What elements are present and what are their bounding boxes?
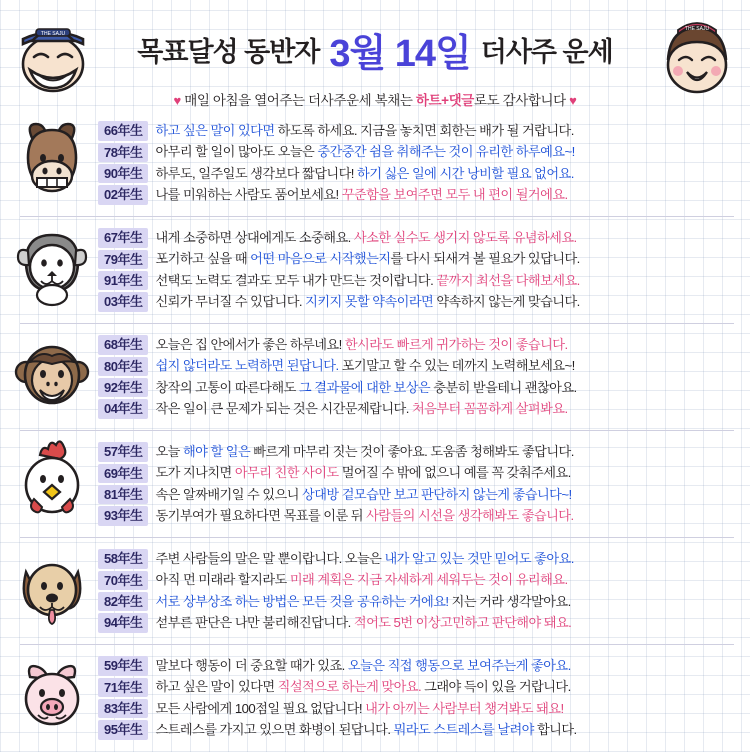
pig-avatar — [6, 653, 98, 743]
fortune-text: 오늘 해야 할 일은 빠르게 마무리 짓는 것이 좋아요. 도움좀 청해봐도 좋답니다. — [155, 444, 574, 460]
grandmother-mascot — [654, 8, 740, 100]
row-divider — [20, 323, 734, 324]
subtitle-highlight: 하트+댓글 — [415, 93, 474, 108]
zodiac-rows — [0, 112, 750, 752]
fortune-text: 속은 알짜배기일 수 있으니 상대방 겉모습만 보고 판단하지 않는게 좋습니다~! — [155, 486, 572, 502]
birth-year-badge: 67年生 — [98, 228, 148, 247]
birth-year-badge: 93年生 — [98, 506, 148, 525]
fortune-line — [98, 720, 738, 739]
birth-year-badge: 90年生 — [98, 164, 148, 183]
title-row — [96, 22, 654, 77]
fortune-text: 도가 지나치면 아무리 친한 사이도 멀어질 수 밖에 없으니 예를 꼭 갖춰주세요. — [155, 465, 571, 481]
horse-avatar — [6, 118, 98, 208]
fortune-line — [98, 121, 738, 140]
birth-year-badge: 79年生 — [98, 250, 148, 269]
zodiac-row-monkey — [6, 326, 744, 428]
zodiac-row-dog — [6, 540, 744, 642]
birth-year-badge: 66年生 — [98, 121, 148, 140]
monkey-lines — [98, 335, 744, 419]
fortune-line — [98, 378, 738, 397]
page-title-date: 3월 14일 — [329, 33, 471, 75]
zodiac-row-pig — [6, 647, 744, 749]
birth-year-badge: 78年生 — [98, 143, 148, 162]
subtitle-pre: 매일 아침을 열어주는 더사주운세 복채는 — [184, 93, 416, 108]
birth-year-badge: 57年生 — [98, 442, 148, 461]
fortune-text: 하고 싶은 말이 있다면 하도록 하세요. 지금을 놓치면 회한는 배가 될 거랍니다. — [155, 123, 574, 139]
dog-avatar — [6, 546, 98, 636]
rooster-avatar — [6, 439, 98, 529]
fortune-line — [98, 250, 738, 269]
fortune-text: 내게 소중하면 상대에게도 소중해요. 사소한 실수도 생기지 않도록 유념하세요. — [155, 230, 577, 246]
fortune-line — [98, 271, 738, 290]
fortune-line — [98, 228, 738, 247]
header-text-block — [96, 8, 654, 109]
page-title-tail: 더사주 운세 — [480, 37, 613, 67]
fortune-text: 스트레스를 가지고 있으면 화병이 된답니다. 뭐라도 스트레스를 날려야 합니다. — [155, 722, 577, 738]
fortune-text: 하고 싶은 말이 있다면 직설적으로 하는게 맞아요. 그래야 득이 있을 거랍니다. — [155, 679, 571, 695]
sheep-avatar — [6, 225, 98, 315]
fortune-line — [98, 678, 738, 697]
fortune-text: 아무리 할 일이 많아도 오늘은 중간중간 쉼을 취해주는 것이 유리한 하루예요~! — [155, 144, 575, 160]
fortune-text: 주변 사람들의 말은 말 뿐이랍니다. 오늘은 내가 알고 있는 것만 믿어도 좋아요. — [155, 551, 574, 567]
sheep-lines — [98, 228, 744, 312]
birth-year-badge: 58年生 — [98, 549, 148, 568]
fortune-line — [98, 464, 738, 483]
birth-year-badge: 59年生 — [98, 656, 148, 675]
fortune-line — [98, 656, 738, 675]
fortune-line — [98, 335, 738, 354]
fortune-text: 포기하고 싶을 때 어떤 마음으로 시작했는지를 다시 되새겨 볼 필요가 있답니다. — [155, 251, 580, 267]
fortune-line — [98, 357, 738, 376]
birth-year-badge: 70年生 — [98, 571, 148, 590]
svg-text:THE SAJU: THE SAJU — [40, 31, 66, 37]
fortune-text: 창작의 고통이 따른다해도 그 결과물에 대한 보상은 충분히 받을테니 괜찮아요. — [155, 379, 577, 395]
birth-year-badge: 69年生 — [98, 464, 148, 483]
fortune-text: 모든 사람에게 100점일 필요 없답니다! 내가 아끼는 사람부터 챙겨봐도 돼요! — [155, 700, 564, 716]
fortune-text: 오늘은 집 안에서가 좋은 하루네요! 한시라도 빠르게 귀가하는 것이 좋습니다. — [155, 337, 568, 353]
fortune-line — [98, 399, 738, 418]
birth-year-badge: 82年生 — [98, 592, 148, 611]
svg-text:THE SAJU: THE SAJU — [684, 26, 710, 32]
fortune-text: 서로 상부상조 하는 방법은 모든 것을 공유하는 거에요! 지는 거라 생각말아요. — [155, 593, 571, 609]
fortune-text: 쉽지 않더라도 노력하면 된답니다. 포기말고 할 수 있는 데까지 노력해보세요~! — [155, 358, 575, 374]
fortune-line — [98, 699, 738, 718]
fortune-text: 신뢰가 무너질 수 있답니다. 지키지 못할 약속이라면 약속하지 않는게 맞습니다. — [155, 294, 580, 310]
rooster-lines — [98, 442, 744, 526]
fortune-text: 말보다 행동이 더 중요할 때가 있죠. 오늘은 직접 행동으로 보여주는게 좋아요. — [155, 658, 571, 674]
heart-right-icon: ♥ — [569, 93, 577, 108]
fortune-line — [98, 613, 738, 632]
fortune-text: 나를 미워하는 사람도 품어보세요! 꾸준함을 보여주면 모두 내 편이 될거에요. — [155, 187, 568, 203]
zodiac-row-horse — [6, 112, 744, 214]
birth-year-badge: 04年生 — [98, 399, 148, 418]
grandfather-mascot — [10, 8, 96, 100]
subtitle-post: 로도 감사합니다 — [473, 93, 566, 108]
fortune-text: 아직 먼 미래라 할지라도 미래 계획은 지금 자세하게 세워두는 것이 유리해요. — [155, 572, 568, 588]
birth-year-badge: 68年生 — [98, 335, 148, 354]
fortune-line — [98, 549, 738, 568]
birth-year-badge: 81年生 — [98, 485, 148, 504]
birth-year-badge: 91年生 — [98, 271, 148, 290]
horse-lines — [98, 121, 744, 205]
fortune-text: 선택도 노력도 결과도 모두 내가 만드는 것이랍니다. 끝까지 최선을 다해보세요. — [155, 272, 580, 288]
fortune-text: 동기부여가 필요하다면 목표를 이룬 뒤 사람들의 시선을 생각해봐도 좋습니다. — [155, 508, 574, 524]
birth-year-badge: 80年生 — [98, 357, 148, 376]
heart-left-icon: ♥ — [173, 93, 181, 108]
fortune-line — [98, 506, 738, 525]
page-title-main: 목표달성 동반자 — [137, 37, 320, 67]
fortune-text: 하루도, 일주일도 생각보다 짧답니다! 하기 싫은 일에 시간 낭비할 필요 없어요. — [155, 165, 574, 181]
subtitle — [96, 89, 654, 109]
row-divider — [20, 216, 734, 217]
birth-year-badge: 02年生 — [98, 185, 148, 204]
birth-year-badge: 92年生 — [98, 378, 148, 397]
birth-year-badge: 94年生 — [98, 613, 148, 632]
birth-year-badge: 83年生 — [98, 699, 148, 718]
poster-header — [0, 0, 750, 112]
fortune-line — [98, 485, 738, 504]
row-divider — [20, 644, 734, 645]
zodiac-row-rooster — [6, 433, 744, 535]
fortune-line — [98, 571, 738, 590]
fortune-text: 작은 일이 큰 문제가 되는 것은 시간문제랍니다. 처음부터 꼼꼼하게 살펴봐요. — [155, 401, 568, 417]
monkey-avatar — [6, 332, 98, 422]
row-divider — [20, 537, 734, 538]
fortune-line — [98, 442, 738, 461]
pig-lines — [98, 656, 744, 740]
dog-lines — [98, 549, 744, 633]
birth-year-badge: 03年生 — [98, 292, 148, 311]
birth-year-badge: 71年生 — [98, 678, 148, 697]
fortune-line — [98, 185, 738, 204]
row-divider — [20, 430, 734, 431]
zodiac-row-sheep — [6, 219, 744, 321]
fortune-line — [98, 164, 738, 183]
fortune-line — [98, 592, 738, 611]
fortune-text: 섣부른 판단은 나만 불리해진답니다. 적어도 5번 이상고민하고 판단해야 돼요. — [155, 615, 572, 631]
fortune-line — [98, 143, 738, 162]
fortune-line — [98, 292, 738, 311]
birth-year-badge: 95年生 — [98, 720, 148, 739]
